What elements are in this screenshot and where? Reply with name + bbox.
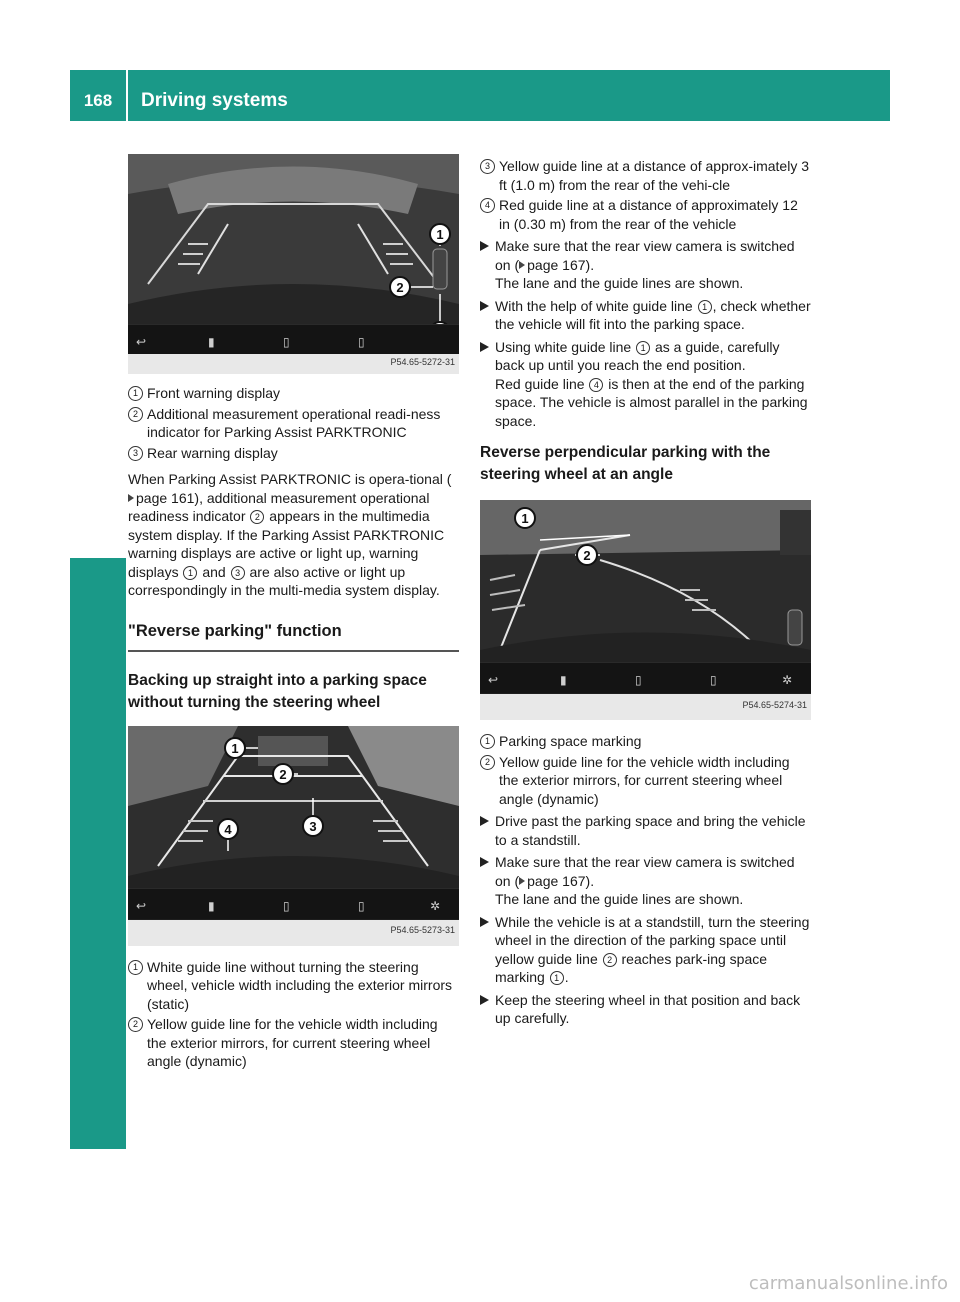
instruction-step: With the help of white guide line 1 , check whether the vehicle will fit into the parking space.	[480, 297, 812, 334]
section-heading: "Reverse parking" function	[128, 620, 459, 652]
legend-item: 3 Yellow guide line at a distance of approx-imately 3 ft (1.0 m) from the rear of the vehi-cle	[480, 157, 812, 194]
callout-2: 2	[279, 766, 287, 782]
instruction-step: Keep the steering wheel in that position and back up carefully.	[480, 991, 812, 1028]
instruction-step: While the vehicle is at a standstill, turn the steering wheel in the direction of the parking space until yellow guide line 2 reaches park-ing space marking 1 .	[480, 913, 812, 987]
section-heading: Reverse perpendicular parking with the steering wheel at an angle	[480, 444, 771, 483]
settings-icon: ✲	[430, 898, 441, 913]
legend-item: 2 Additional measurement operational readi-ness indicator for Parking Assist PARKTRONIC	[128, 405, 459, 442]
toggle-icon: ▯	[283, 898, 290, 913]
step-arrow-icon	[480, 241, 489, 251]
callout-1: 1	[521, 511, 529, 526]
figure-code: P54.65-5274-31	[742, 699, 807, 710]
callout-2: 2	[583, 548, 591, 563]
page-title: Driving systems	[141, 90, 288, 111]
page-reference-link[interactable]: page 161	[136, 489, 195, 506]
watermark: carmanualsonline.info	[748, 1273, 948, 1294]
legend-item: 1 Front warning display	[128, 384, 459, 403]
callout-3: 3	[309, 818, 317, 834]
left-column	[128, 154, 459, 1073]
legend-item: 2 Yellow guide line for the vehicle width including the exterior mirrors, for current steering wheel angle (dynamic)	[128, 1015, 459, 1071]
multimedia-control-bar	[128, 888, 459, 919]
multimedia-control-bar	[128, 324, 459, 355]
step-arrow-icon	[480, 857, 489, 867]
figure-front-warning-display	[128, 154, 459, 374]
number-badge: 2	[128, 407, 143, 422]
figure-straight-parking	[128, 726, 459, 946]
toggle-icon: ▮	[560, 673, 567, 687]
step-arrow-icon	[480, 301, 489, 311]
callout-2: 2	[396, 280, 404, 295]
callout-1: 1	[436, 227, 444, 242]
figure-caption-strip	[128, 920, 459, 946]
number-badge: 2	[480, 755, 495, 770]
settings-icon: ✲	[782, 673, 793, 687]
page-reference-link[interactable]: page 167	[527, 872, 586, 889]
intro-paragraph: When Parking Assist PARKTRONIC is opera-tional (page 161), additional measurement operational readiness indicator 2 appears in the multimedia system display. If the Parking Assist PARKTRONIC warning displays are active or light up, warning displays 1 and 3 are also active or light up correspondingly in the multi-media system display.	[128, 471, 452, 598]
number-badge: 3	[128, 446, 143, 461]
figure-caption-strip	[128, 354, 459, 374]
number-badge: 1	[480, 734, 495, 749]
legend-2	[128, 958, 459, 1071]
number-badge: 1	[128, 960, 143, 975]
back-icon: ↩	[488, 673, 499, 687]
legend-item: 1 White guide line without turning the steering wheel, vehicle width including the exterior mirrors (static)	[128, 958, 459, 1014]
step-arrow-icon	[480, 917, 489, 927]
legend-item: 3 Rear warning display	[128, 444, 459, 463]
callout-4: 4	[224, 821, 232, 837]
side-section-label: Driving and parking	[87, 334, 109, 522]
page-number: 168	[83, 91, 113, 110]
instruction-step: Drive past the parking space and bring the vehicle to a standstill.	[480, 812, 812, 849]
step-arrow-icon	[480, 995, 489, 1005]
toggle-icon: ▯	[710, 673, 717, 687]
header-divider	[126, 70, 128, 121]
toggle-icon: ▯	[635, 673, 642, 687]
toggle-icon: ▮	[208, 898, 215, 913]
legend-2-continued	[480, 157, 812, 233]
legend-3	[480, 732, 812, 808]
figure-perpendicular-parking	[480, 500, 811, 720]
number-badge: 3	[480, 159, 495, 174]
side-tab-block	[70, 558, 126, 1149]
legend-item: 4 Red guide line at a distance of approximately 12 in (0.30 m) from the rear of the vehicle	[480, 196, 812, 233]
page-reference-link[interactable]: page 167	[527, 256, 586, 273]
figure-code: P54.65-5272-31	[390, 356, 455, 367]
toggle-icon: ▯	[358, 335, 365, 349]
number-badge: 1	[128, 386, 143, 401]
back-icon: ↩	[136, 898, 147, 913]
instruction-step: Using white guide line 1 as a guide, carefully back up until you reach the end position. Red guide line 4 is then at the end of the parking space. The vehicle is almost parallel in the parking space.	[480, 338, 812, 431]
step-arrow-icon	[480, 816, 489, 826]
page-ref-arrow-icon	[128, 494, 134, 502]
multimedia-control-bar	[480, 662, 811, 693]
step-arrow-icon	[480, 342, 489, 352]
toggle-icon: ▮	[208, 335, 215, 349]
toggle-icon: ▯	[283, 335, 290, 349]
page-ref-arrow-icon	[519, 877, 525, 885]
number-badge: 2	[128, 1017, 143, 1032]
toggle-icon: ▯	[358, 898, 365, 913]
instruction-step: Make sure that the rear view camera is switched on ( page 167). The lane and the guide lines are shown.	[480, 853, 812, 909]
back-icon: ↩	[136, 335, 147, 349]
legend-item: 1 Parking space marking	[480, 732, 812, 751]
legend-item: 2 Yellow guide line for the vehicle width including the exterior mirrors, for current steering wheel angle (dynamic)	[480, 753, 812, 809]
figure-caption-strip	[480, 694, 811, 720]
right-column	[480, 157, 812, 1028]
instruction-step: Make sure that the rear view camera is switched on ( page 167). The lane and the guide lines are shown.	[480, 237, 812, 293]
subsection-heading: Backing up straight into a parking space without turning the steering wheel	[128, 671, 427, 711]
page-ref-arrow-icon	[519, 261, 525, 269]
legend-1	[128, 384, 459, 462]
figure-code: P54.65-5273-31	[390, 925, 455, 935]
callout-1: 1	[231, 740, 239, 756]
number-badge: 4	[480, 198, 495, 213]
